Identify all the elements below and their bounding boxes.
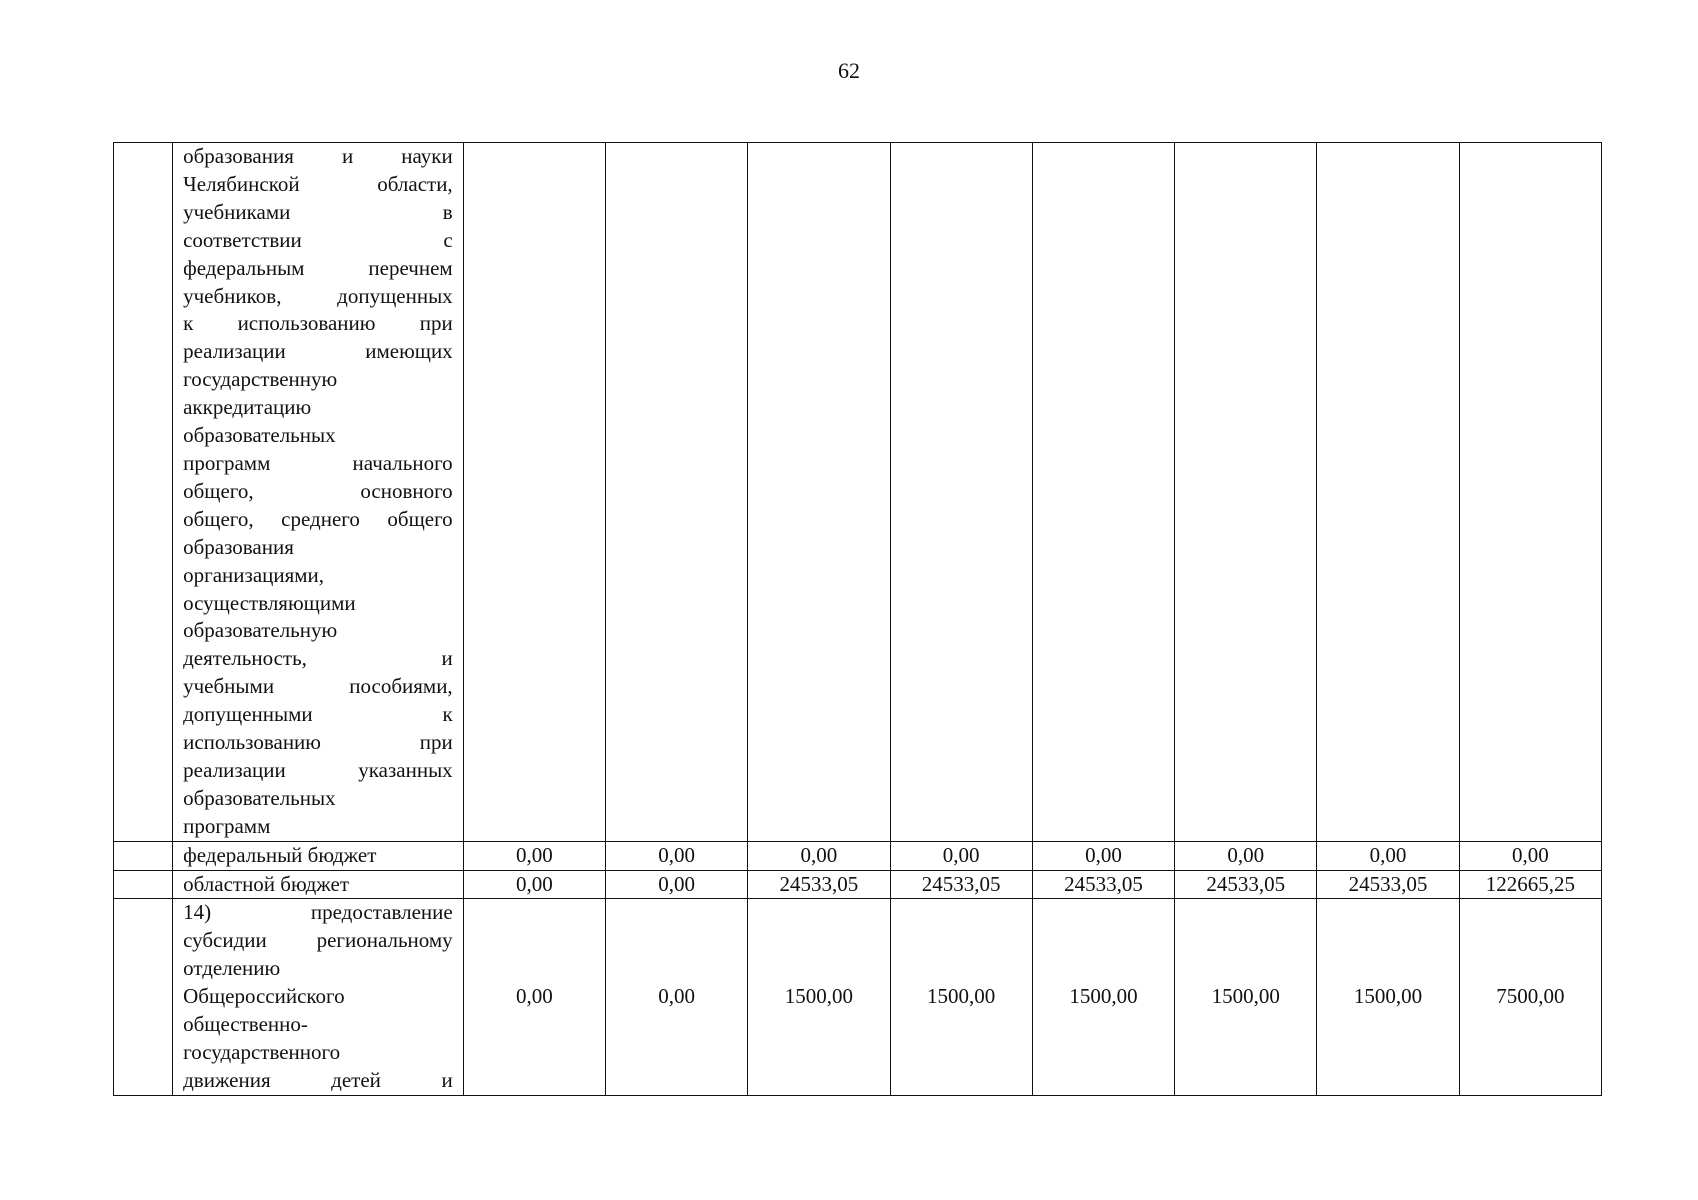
value-cell: 24533,05: [1317, 870, 1459, 899]
value-cell: 0,00: [890, 841, 1032, 870]
row-label: федеральный бюджет: [183, 842, 377, 867]
row-name-line: допущенными к: [183, 702, 453, 727]
row-number-cell: [114, 899, 173, 1095]
value-cell: [1175, 143, 1317, 842]
value-cell: 0,00: [605, 899, 747, 1095]
value-cell: 24533,05: [1032, 870, 1174, 899]
value-cell: 0,00: [463, 899, 605, 1095]
row-name-line: программ: [183, 813, 271, 838]
value-cell: 0,00: [1032, 841, 1174, 870]
table-body: [114, 143, 1602, 1096]
row-name-line: федеральным перечнем: [183, 255, 453, 280]
value-cell: 0,00: [463, 870, 605, 899]
value-cell: 1500,00: [1317, 899, 1459, 1095]
row-name-line: субсидии региональному: [183, 928, 453, 953]
row-name-line: реализации указанных: [183, 757, 453, 782]
row-number-cell: [114, 841, 173, 870]
row-name-line: общего, основного: [183, 478, 453, 503]
value-cell: 0,00: [748, 841, 890, 870]
value-cell: 24533,05: [1175, 870, 1317, 899]
value-cell: [1317, 143, 1459, 842]
row-name-cell: [173, 870, 464, 899]
row-name-line: использованию при: [183, 730, 453, 755]
row-name-line: 14) предоставление: [183, 900, 453, 925]
row-number-cell: [114, 143, 173, 842]
row-name-line: отделению: [183, 956, 281, 981]
row-name-cell: [173, 841, 464, 870]
row-name-line: движения детей и: [183, 1067, 453, 1092]
value-cell: 24533,05: [748, 870, 890, 899]
row-name-line: осуществляющими: [183, 590, 356, 615]
row-name-line: соответствии с: [183, 227, 453, 252]
value-cell: [748, 143, 890, 842]
table-row: [114, 841, 1602, 870]
value-cell: 24533,05: [890, 870, 1032, 899]
table-row: [114, 870, 1602, 899]
row-name-line: деятельность, и: [183, 646, 453, 671]
page-number: 62: [838, 58, 860, 83]
value-cell: 0,00: [605, 870, 747, 899]
value-cell: 1500,00: [890, 899, 1032, 1095]
value-cell: 7500,00: [1459, 899, 1601, 1095]
value-cell: [1459, 143, 1601, 842]
value-cell: 0,00: [1175, 841, 1317, 870]
value-cell: 122665,25: [1459, 870, 1601, 899]
row-name-cell: [173, 899, 464, 1095]
table-row: [114, 899, 1602, 1095]
budget-table: [113, 142, 1602, 1096]
row-number-cell: [114, 870, 173, 899]
value-cell: [463, 143, 605, 842]
row-name-line: образовательную: [183, 618, 338, 643]
row-name-line: к использованию при: [183, 311, 453, 336]
value-cell: 1500,00: [1032, 899, 1174, 1095]
row-name-line: Общероссийского: [183, 984, 345, 1009]
table-row: [114, 143, 1602, 842]
row-name-line: общего, среднего общего: [183, 506, 453, 531]
value-cell: 1500,00: [1175, 899, 1317, 1095]
row-name-line: образования и науки: [183, 144, 453, 168]
value-cell: 0,00: [605, 841, 747, 870]
row-name-line: государственного: [183, 1040, 341, 1064]
row-name-line: образовательных: [183, 785, 336, 810]
row-label: областной бюджет: [183, 871, 350, 896]
row-name-line: учебниками в: [183, 199, 453, 224]
row-name-line: общественно-: [183, 1012, 308, 1037]
row-name-line: организациями,: [183, 562, 325, 587]
value-cell: [1032, 143, 1174, 842]
row-name-line: Челябинской области,: [183, 171, 453, 196]
row-name-line: программ начального: [183, 450, 453, 475]
value-cell: 0,00: [463, 841, 605, 870]
row-name-line: образования: [183, 534, 294, 559]
row-name-line: государственную: [183, 367, 338, 392]
value-cell: [605, 143, 747, 842]
row-name-line: реализации имеющих: [183, 339, 453, 364]
row-name-line: учебников, допущенных: [183, 283, 453, 308]
value-cell: 1500,00: [748, 899, 890, 1095]
value-cell: [890, 143, 1032, 842]
value-cell: 0,00: [1459, 841, 1601, 870]
row-name-line: аккредитацию: [183, 395, 312, 420]
row-name-line: учебными пособиями,: [183, 674, 453, 699]
value-cell: 0,00: [1317, 841, 1459, 870]
row-name-line: образовательных: [183, 423, 336, 448]
row-name-cell: [173, 143, 464, 842]
